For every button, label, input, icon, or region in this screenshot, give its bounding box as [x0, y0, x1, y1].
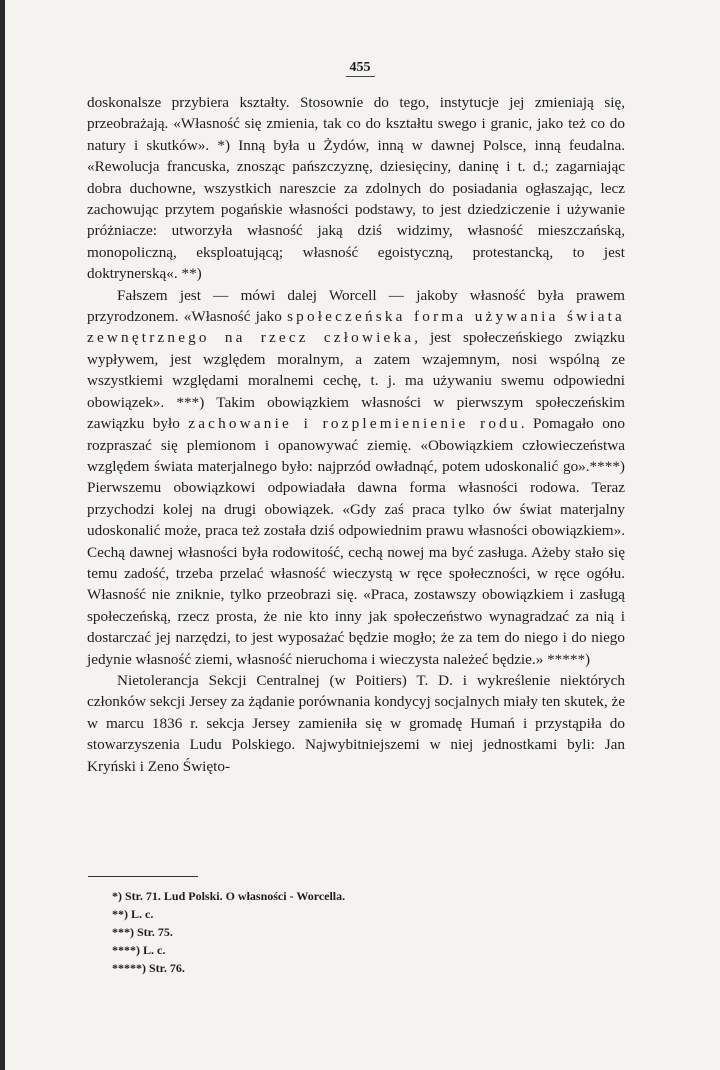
- paragraph-2-emphasis-a: społeczeńska forma używania świata zewnętrznego na rzecz człowieka: [87, 308, 625, 347]
- paragraph-2-text-b: , jest społeczeńskiego związku wypływem, jest względem moralnym, a zatem wzajemnym, nosi wspólną ze wszystkiemi względami moralnemi cechę, t. j. ma używaniu swemu odpowiedni obowiązek». ***) Takim obowiązkiem własności w pierwszym społeczeńskim zawiązku było: [87, 329, 625, 433]
- paragraph-2-text-a: Fałszem jest — mówi dalej Worcell — jakoby własność była prawem przyrodzonem. «Własność jako: [87, 286, 625, 326]
- footnote-item: ****) L. c.: [112, 943, 166, 957]
- footnote-item: **) L. c.: [112, 907, 154, 921]
- paragraph-3-text: Nietolerancja Sekcji Centralnej (w Poitiers) T. D. i wykreślenie niektórych członków sekcji Jersey za żądanie porównania kondycyj socjalnych miały ten skutek, że w marcu 1836 r. sekcja Jersey zamieniła się w gromadę Humań i przystąpiła do stowarzyszenia Ludu Polskiego. Najwybitniejszemi w niej jednostkami byli: Jan Kryński i Zeno Święto-: [87, 671, 625, 775]
- page-left-edge: [0, 0, 5, 1070]
- paragraph-1: [87, 92, 625, 285]
- page-number: [0, 60, 720, 76]
- paragraph-2-text-c: . Pomagało ono rozpraszać się plemionom i opanowywać ziemię. «Obowiązkiem człowieczeństwa względem świata materjalnego było: najprzód owładnąć, potem udoskonalić go».****) Pierwszemu obowiązkowi odpowiadała dawna forma własności rodowa. Teraz przychodzi kolej na drugi obowiązek. «Gdy zaś praca tylko ów świat materjalny udoskonalić może, praca też została dziś odpowiednim prawu własności obowiązkiem». Cechą dawnej własności była rodowitość, cechą nowej ma być zasługa. Ażeby stało się temu zadość, trzeba przelać własność wieczystą w ręce społeczności, w ręce ogółu. Własność nie zniknie, tylko przeobrazi się. «Praca, zostawszy obowiązkiem i zasługą społeczeńską, rzecz prosta, że nie kto inny jak społeczeństwo wynagradzać za nią i dostarczać jej narzędzi, to jest wyposażać będzie mogło; że za tem do niego i do niego jedynie własność ziemi, własność nieruchoma i wieczysta należeć będzie.» *****): [87, 415, 625, 668]
- footnote-item: ***) Str. 75.: [112, 925, 173, 939]
- paragraph-1-text: doskonalsze przybiera kształty. Stosownie do tego, instytucje jej zmieniają się, przeobrażają. «Własność się zmienia, tak co do kształtu swego i granic, jako też co do natury i skutków». *) Inną była u Żydów, inną w dawnej Polsce, inną feudalna. «Rewolucja francuska, znosząc pańszczyznę, dziesięciny, daninę i t. d.; zagarniając dobra duchowne, wszystkich nareszcie za zdolnych do posiadania ogłaszając, lecz zachowując przytem pogańskie własności podstawy, to jest dziedziczenie i używanie próżniacze: utworzyła własność jaką dziś widzimy, własność mieszczańską, monopoliczną, eksploatującą; własność egoistyczną, protestancką, to jest doktrynerską«. **): [87, 94, 625, 283]
- page-number-text: 455: [346, 60, 375, 77]
- paragraph-2: [87, 285, 625, 670]
- footnote-divider: [88, 876, 198, 877]
- body-text: [87, 92, 625, 777]
- footnotes: [112, 887, 532, 977]
- footnote-item: *) Str. 71. Lud Polski. O własności - Worcella.: [112, 889, 346, 903]
- paragraph-3: [87, 670, 625, 777]
- paragraph-2-emphasis-b: zachowanie i rozplemienienie rodu: [188, 415, 521, 433]
- footnote-item: *****) Str. 76.: [112, 961, 185, 975]
